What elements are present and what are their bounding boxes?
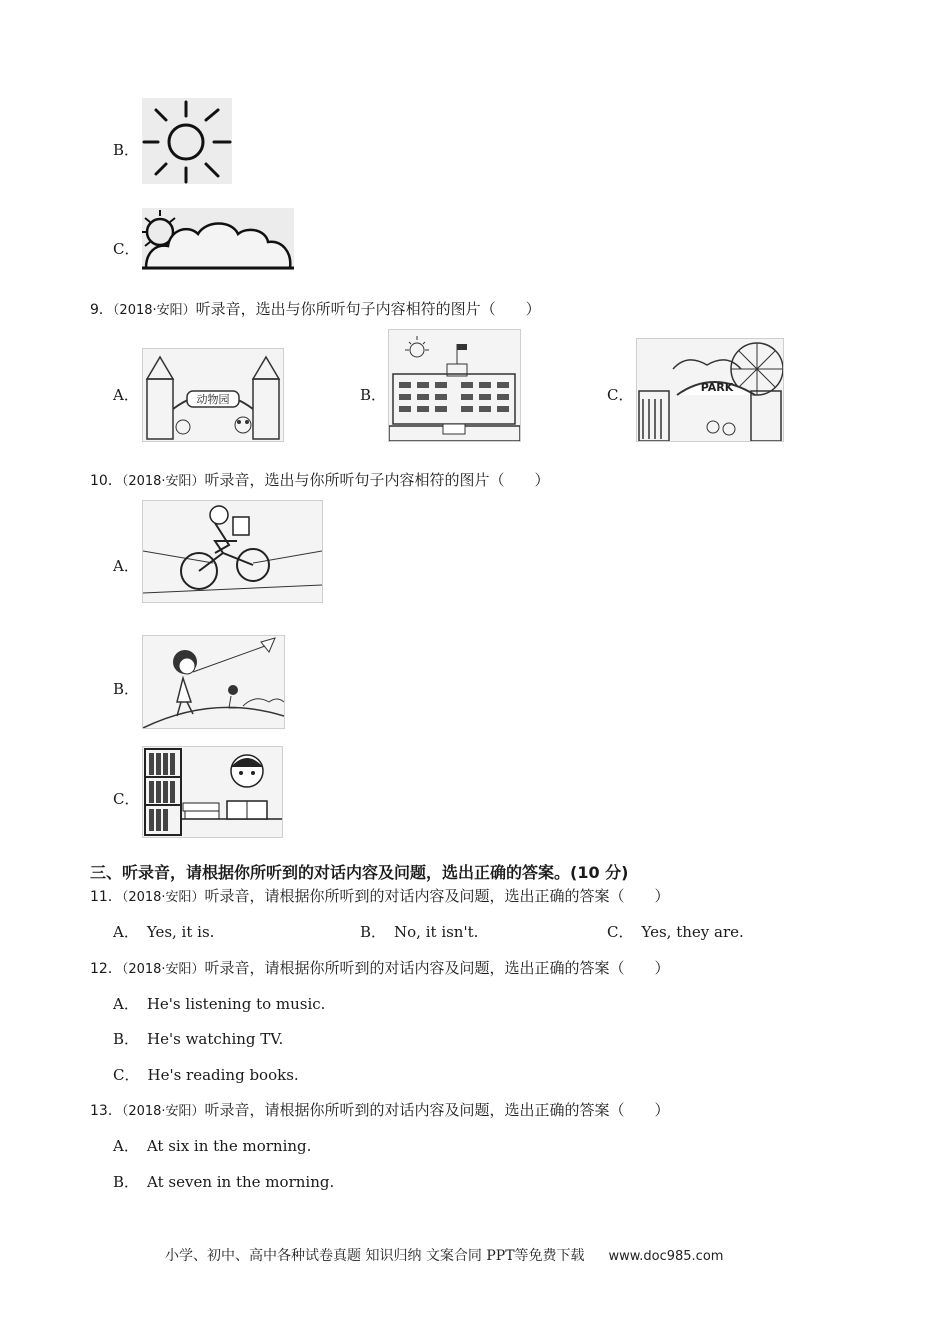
question-text: 听录音，请根据你所听到的对话内容及问题，选出正确的答案（ ） xyxy=(204,959,670,977)
option-label: B． xyxy=(113,680,140,698)
option-label: B． xyxy=(360,923,387,941)
boy-reading-icon xyxy=(143,747,282,837)
option-label: C． xyxy=(607,923,634,941)
q12-option-a xyxy=(113,993,325,1014)
q12-option-c xyxy=(113,1064,299,1085)
page-footer xyxy=(165,1245,723,1265)
q13-option-b xyxy=(113,1171,334,1192)
school-picture xyxy=(388,329,521,442)
q12-option-b xyxy=(113,1028,283,1049)
question-number: 12． xyxy=(90,961,122,977)
question-12 xyxy=(90,957,670,978)
option-label: C． xyxy=(607,386,634,404)
reading-picture xyxy=(142,746,283,838)
question-source: （2018·安阳） xyxy=(112,303,196,318)
cloud-sun-icon xyxy=(142,208,294,270)
option-text: Yes, they are. xyxy=(641,923,744,941)
option-label: A． xyxy=(113,386,139,404)
question-text: 听录音，请根据你所听到的对话内容及问题，选出正确的答案（ ） xyxy=(204,1101,670,1119)
school-building-icon xyxy=(389,330,520,441)
option-text: At seven in the morning. xyxy=(147,1173,335,1191)
option-label: B． xyxy=(113,1030,140,1048)
question-text: 听录音，选出与你所听句子内容相符的图片（ ） xyxy=(195,300,541,318)
question-text: 听录音，请根据你所听到的对话内容及问题，选出正确的答案（ ） xyxy=(204,887,670,905)
option-text: At six in the morning. xyxy=(146,1137,312,1155)
zoo-picture xyxy=(142,348,284,442)
option-text: Yes, it is. xyxy=(146,923,215,941)
option-text: He's listening to music. xyxy=(146,995,326,1013)
option-label: B． xyxy=(113,1173,140,1191)
question-source: （2018·安阳） xyxy=(121,890,205,905)
park-gate-icon xyxy=(637,339,783,441)
option-label: A． xyxy=(113,557,139,575)
question-10 xyxy=(90,469,550,490)
section-3-heading: 三、听录音，请根据你所听到的对话内容及问题，选出正确的答案。(10 分) xyxy=(90,863,629,882)
q11-option-a xyxy=(113,921,214,942)
question-source: （2018·安阳） xyxy=(121,1104,205,1119)
option-text: No, it isn't. xyxy=(394,923,479,941)
question-9 xyxy=(90,298,541,319)
option-label: A． xyxy=(113,1137,139,1155)
zoo-gate-icon xyxy=(143,349,283,441)
option-text: He's watching TV. xyxy=(147,1030,284,1048)
question-number: 10． xyxy=(90,473,122,489)
zoo-sign-text: 动物园 xyxy=(196,393,230,406)
question-source: （2018·安阳） xyxy=(121,962,205,977)
question-11 xyxy=(90,885,670,906)
footer-site-link[interactable]: www.doc985.com xyxy=(608,1249,724,1264)
option-label: B． xyxy=(360,386,387,404)
kite-girl-icon xyxy=(143,636,284,728)
question-13 xyxy=(90,1099,670,1120)
question-text: 听录音，选出与你所听句子内容相符的图片（ ） xyxy=(204,471,550,489)
sun-icon xyxy=(142,98,232,184)
option-label: C． xyxy=(113,1066,140,1084)
q11-option-c xyxy=(607,921,744,942)
sun-picture xyxy=(142,98,232,184)
option-label: B． xyxy=(113,141,140,159)
footer-text: 小学、初中、高中各种试卷真题 知识归纳 文案合同 PPT等免费下载 xyxy=(165,1248,585,1264)
question-number: 9． xyxy=(90,302,113,318)
question-number: 11． xyxy=(90,889,122,905)
option-label: C． xyxy=(113,790,140,808)
option-text: He's reading books. xyxy=(147,1066,299,1084)
q13-option-a xyxy=(113,1135,311,1156)
park-picture xyxy=(636,338,784,442)
option-label: A． xyxy=(113,923,139,941)
flying-kite-picture xyxy=(142,635,285,729)
option-label: C． xyxy=(113,240,140,258)
bike-rider-icon xyxy=(143,501,322,602)
option-label: A． xyxy=(113,995,139,1013)
q11-option-b xyxy=(360,921,478,942)
question-source: （2018·安阳） xyxy=(121,474,205,489)
question-number: 13． xyxy=(90,1103,122,1119)
cloudy-picture xyxy=(142,208,294,270)
park-sign-text: PARK xyxy=(700,381,734,394)
riding-bike-picture xyxy=(142,500,323,603)
